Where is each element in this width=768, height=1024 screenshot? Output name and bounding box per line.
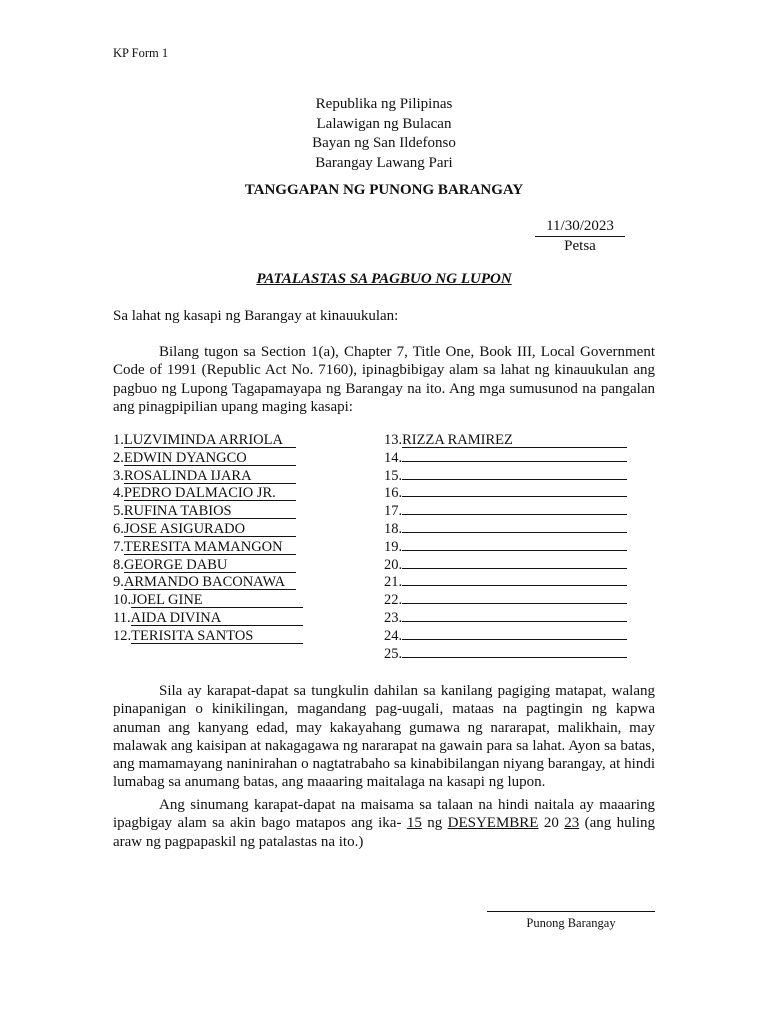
date-value: 11/30/2023 [535,218,625,237]
member-name: RUFINA TABIOS [124,504,296,519]
paragraph-deadline [113,796,655,851]
member-name [402,568,627,569]
member-number: 8. [113,556,124,573]
member-name [402,657,627,658]
member-name [402,603,627,604]
member-entry [384,521,627,539]
member-entry [384,539,627,557]
member-entry [113,521,303,539]
paragraph-qualifications: Sila ay karapat-dapat sa tungkulin dahilan sa kanilang pagiging matapat, walang pinapanigan o kinikilingan, magandang pag-uugali, mataas na pagtingin ng kapwa anuman ang kanyang edad, may kakayahang gumawa ng nararapat, malikhain, may malawak ang kaisipan at nakagagawa ng nararapat na gawain para sa lahat. Ayon sa batas, ang mamamayang naninirahan o nagtatrabaho sa kinabibilangan niyang barangay, at hindi lumabag sa anumang batas, ang maaaring maitalaga na kasapi ng lupon. [113,683,655,791]
member-name: ROSALINDA IJARA [124,469,296,484]
member-entry [384,503,627,521]
member-entry [384,450,627,468]
member-entry [384,628,627,646]
member-name: GEORGE DABU [124,558,296,573]
deadline-text-end: (ang huling araw ng pagpapaskil ng patalastas na ito.) [113,815,656,850]
deadline-text-start: Ang sinumang karapat-dapat na maisama sa talaan na hindi naitala ay maaaring ipagbigay alam sa akin bago matapos ang ika- [113,797,655,832]
office-title: TANGGAPAN NG PUNONG BARANGAY [244,182,524,198]
member-number: 13. [384,432,403,448]
member-number: 1. [113,432,124,448]
header-republic: Republika ng Pilipinas [315,96,453,112]
member-number: 4. [113,485,124,502]
deadline-text-mid1: ng [421,815,448,832]
member-name: PEDRO DALMACIO JR. [124,486,296,501]
member-entry [384,468,627,486]
member-number: 20. [384,556,403,573]
deadline-day: 15 [406,815,422,832]
form-label: KP Form 1 [113,46,169,60]
member-name: ARMANDO BACONAWA [124,575,296,590]
member-entry [113,539,303,557]
member-entry [384,646,627,664]
member-number: 18. [384,520,403,537]
date-label: Petsa [564,238,596,254]
member-name [402,461,627,462]
member-number: 7. [113,538,124,555]
header-province: Lalawigan ng Bulacan [316,115,452,132]
member-number: 2. [113,449,124,466]
member-number: 25. [384,645,403,662]
member-name: TERISITA SANTOS [131,629,303,644]
header-municipality: Bayan ng San Ildefonso [312,135,456,151]
member-name [402,532,627,533]
member-number: 15. [384,467,403,484]
member-name: LUZVIMINDA ARRIOLA [124,433,296,448]
member-entry [384,610,627,628]
deadline-month: DESYEMBRE [447,815,539,832]
member-number: 9. [113,574,124,591]
member-entry [113,574,303,592]
member-entry [113,628,303,646]
member-entry [113,468,303,486]
deadline-text-mid2: 20 [538,815,565,832]
member-name [402,514,627,515]
member-name: EDWIN DYANGCO [124,451,296,466]
member-number: 3. [113,467,124,484]
member-entry [113,557,303,575]
member-name [402,585,627,586]
member-number: 11. [113,609,131,626]
notice-title: PATALASTAS SA PAGBUO NG LUPON [256,271,512,287]
salutation: Sa lahat ng kasapi ng Barangay at kinauukulan: [113,308,399,324]
member-list-right [384,432,627,663]
member-name: JOEL GINE [131,593,303,608]
member-name [402,550,627,551]
member-number: 12. [113,627,132,644]
signature-block [487,911,655,931]
member-entry [384,557,627,575]
member-name: RIZZA RAMIREZ [402,433,627,448]
member-name [402,621,627,622]
member-number: 6. [113,520,124,537]
member-number: 22. [384,592,403,609]
member-number: 23. [384,609,403,626]
letterhead [0,95,768,173]
member-name [402,479,627,480]
deadline-year: 23 [564,815,580,832]
member-number: 10. [113,592,132,609]
member-name: TERESITA MAMANGON [124,540,296,555]
member-number: 14. [384,449,403,466]
member-number: 17. [384,503,403,520]
member-number: 5. [113,503,124,520]
member-name: AIDA DIVINA [131,611,303,626]
member-number: 21. [384,574,403,591]
paragraph-intro: Bilang tugon sa Section 1(a), Chapter 7, Title One, Book III, Local Government Code of 1991 (Republic Act No. 7160), ipinagbibigay alam sa lahat ng kinauukulan ang pagbuo ng Lupong Tagapamayapa ng Barangay na ito. Ang mga sumusunod na pangalan ang pinagpipilian upang maging kasapi: [113,344,655,415]
member-list-left [113,432,303,646]
date-block [535,218,625,255]
member-number: 24. [384,627,403,644]
member-entry [384,432,627,450]
signature-label: Punong Barangay [526,916,616,930]
member-entry [384,592,627,610]
member-entry [113,432,303,450]
member-entry [113,592,303,610]
signature-line [487,911,655,913]
header-barangay: Barangay Lawang Pari [315,154,453,171]
member-name: JOSE ASIGURADO [124,522,296,537]
member-name [402,496,627,497]
member-number: 19. [384,538,403,555]
member-entry [113,610,303,628]
member-entry [113,503,303,521]
member-entry [384,485,627,503]
member-number: 16. [384,485,403,502]
member-entry [384,574,627,592]
member-entry [113,450,303,468]
member-entry [113,485,303,503]
member-name [402,639,627,640]
